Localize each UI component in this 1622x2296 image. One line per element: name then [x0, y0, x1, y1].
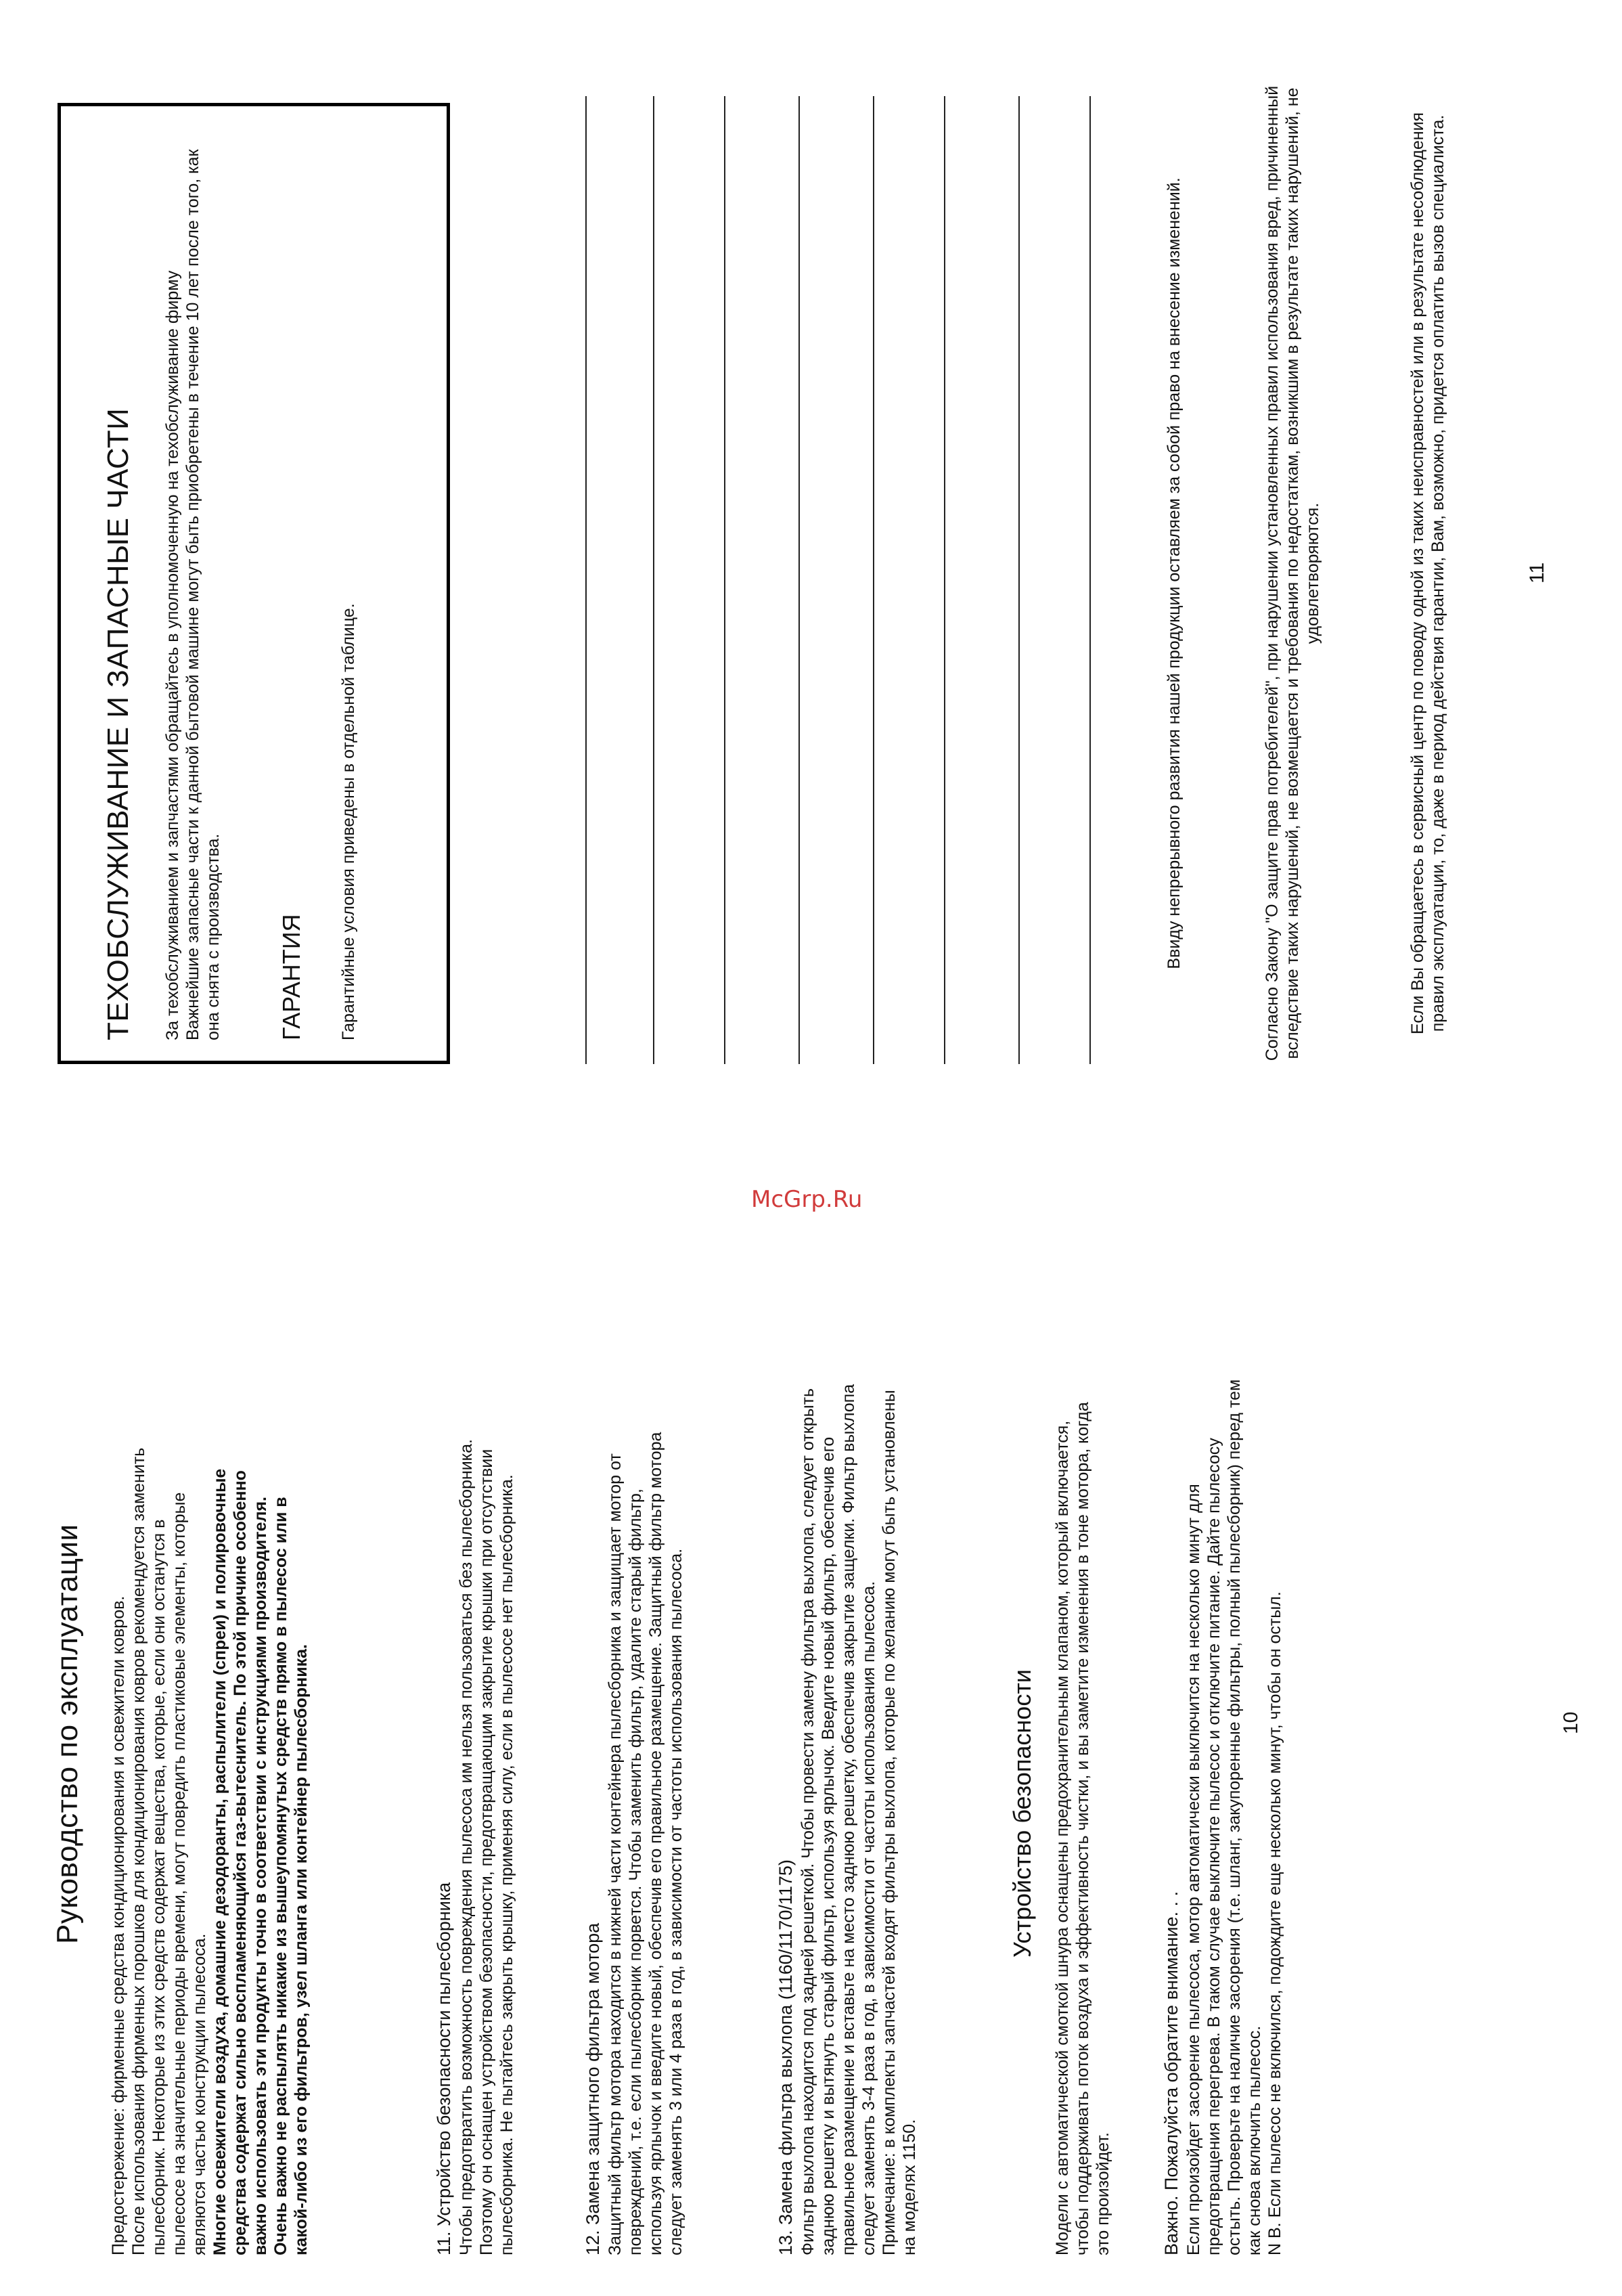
watermark: McGrp.Ru — [751, 1186, 863, 1213]
important-text: Если произойдет засорение пылесоса, мотор автоматически выключится на несколько минут для предотвращения перегрева. В таком случае выключите пылесос и отключите питание. Дайте пылесосу остыть. Проверьте на наличие засорения (т.е. шланг, закупоренные фильтры, полный пылесборник) перед тем как снова включить пылесос. — [1184, 1379, 1264, 2255]
blank-line — [1089, 96, 1091, 1064]
page-number: 10 — [1560, 1711, 1582, 1734]
warranty-heading: ГАРАНТИЯ — [277, 914, 305, 1040]
notice-text: Ввиду непрерывного развития нашей продукции оставляем за собой право на внесение изменений. — [1165, 177, 1184, 969]
important-section — [1161, 1375, 1285, 2255]
service-warranty-box — [58, 103, 450, 1064]
safety-section — [1052, 1375, 1113, 2255]
left-page — [0, 1148, 1622, 2296]
section-11 — [433, 1409, 517, 2255]
section-heading: 13. Замена фильтра выхлопа (1160/1170/1175) — [775, 1859, 796, 2255]
blank-line — [798, 96, 800, 1064]
notice-development — [1164, 83, 1184, 1064]
blank-line — [724, 96, 725, 1064]
section-12 — [582, 1409, 686, 2255]
section-text: Чтобы предотвратить возможность повреждения пылесоса им нельзя пользоваться без пылесборника. Поэтому он оснащен устройством безопасности, предотвращающим закрытие крышки при отсутствии пылесборника. Не пытайтесь закрыть крышку, применяя силу, если в пылесосе нет пылесборника. — [457, 1438, 516, 2255]
page-number: 11 — [1526, 562, 1548, 583]
section-13 — [775, 1375, 920, 2255]
intro-paragraph-bold: Очень важно не распылять никакие из вышеупомянутых средств прямо в пылесос или в какой-либо из его фильтров, узел шланга или контейнер пылесборника. — [271, 1497, 311, 2255]
blank-line — [944, 96, 945, 1064]
nb-text: N B. Если пылесос не включился, подождите еще несколько минут, чтобы он остыл. — [1265, 1591, 1284, 2255]
notice-text: Если Вы обращаетесь в сервисный центр по поводу одной из таких неисправностей или в результате несоблюдения правил эксплуатации, то, даже в период действия гарантии, Вам, возможно, придется оплатить вызов специалиста. — [1408, 112, 1447, 1035]
safety-heading: Устройство безопасности — [1008, 1669, 1036, 1958]
blank-line — [585, 96, 587, 1064]
notice-service-center — [1407, 83, 1448, 1064]
service-text: Важнейшие запасные части к данной бытовой машине могут быть приобретены в течение 10 лет после того, как она снята с производства. — [183, 149, 223, 1040]
service-heading: ТЕХОБСЛУЖИВАНИЕ И ЗАПАСНЫЕ ЧАСТИ — [102, 407, 135, 1040]
blank-line — [653, 96, 654, 1064]
intro-paragraph: После использования фирменных порошков для кондиционирования ковров рекомендуется заменить пылесборник. Некоторые из этих средств содержат вещества, которые, если они останутся в пылесосе на значительные периоды времени, могут повредить пластиковые элементы, которые являются частью конструкции пылесоса. — [129, 1447, 209, 2255]
section-note: Примечание: в комплекты запчастей входят фильтры выхлопа, которые по желанию могут быть установлены на моделях 1150. — [880, 1390, 919, 2255]
blank-line — [873, 96, 874, 1064]
section-text: Защитный фильтр мотора находится в нижней части контейнера пылесборника и защищает мотор от повреждений, т.е. если пылесборник порвется. Чтобы заменить фильтр, удалите старый фильтр, используя ярлычок и введите новый, обеспечив его правильное размещение. Защитный фильтр мотора следует заменять 3 или 4 раза в год, в зависимости от частоты использования пылесоса. — [606, 1432, 685, 2255]
important-heading: Важно. Пожалуйста обратите внимание. . . — [1161, 1891, 1181, 2255]
service-text: За техобслуживанием и запчастями обращайтесь в уполномоченную на техобслуживание фирму — [163, 270, 182, 1040]
blank-line — [1018, 96, 1020, 1064]
intro-section — [108, 1443, 311, 2255]
notice-text: Согласно Закону "О защите прав потребителей", при нарушении установленных правил использования вред, причиненный вследствие таких нарушений, не возмещается и требования по недостаткам, возникшим в результате таких нарушений, не удовлетворяются. — [1263, 85, 1322, 1061]
warranty-text: Гарантийные условия приведены в отдельной таблице. — [339, 603, 358, 1040]
section-heading: 12. Замена защитного фильтра мотора — [583, 1922, 603, 2255]
safety-text: Модели с автоматической смоткой шнура оснащены предохранительным клапаном, который включается, чтобы поддерживать поток воздуха и эффективность чистки, и вы заметите изменения в тоне мотора, когда это произойдет. — [1053, 1402, 1112, 2255]
page-title: Руководство по эксплуатации — [51, 1524, 84, 1944]
intro-paragraph-bold: Многие освежители воздуха, домашние дезодоранты, распылители (спреи) и полировочные средства содержат сильно воспламеняющийся газ-вытеснитель. По этой причине особенно важно использовать эти продукты точно в соответствии с инструкциями производителя. — [210, 1468, 270, 2255]
section-text: Фильтр выхлопа находится под задней решеткой. Чтобы провести замену фильтра выхлопа, следует открыть заднюю решетку и вытянуть старый фильтр, используя ярлычок. Введите новый фильтр, обеспечив его правильное размещение и вставьте на место заднюю решетку, обеспечив закрытие защелки. Фильтр выхлопа следует заменять 3-4 раза в год, в зависимости от частоты использования пылесоса. — [798, 1384, 878, 2255]
section-heading: 11. Устройство безопасности пылесборника — [434, 1882, 454, 2255]
notice-consumer-law — [1262, 83, 1323, 1064]
intro-warning: Предостережение: фирменные средства кондиционирования и освежители ковров. — [109, 1595, 128, 2255]
service-text-block — [162, 120, 223, 1040]
